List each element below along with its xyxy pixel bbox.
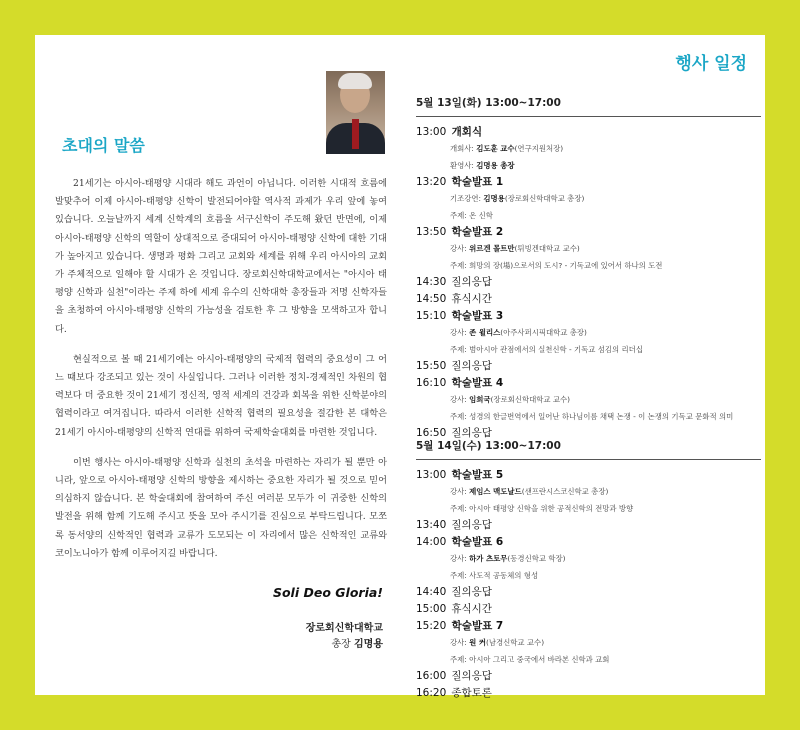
event-title: 학술발표 2 <box>448 226 504 238</box>
detail-name: 제임스 맥도날드 <box>469 487 522 496</box>
event-title: 학술발표 4 <box>448 377 504 389</box>
detail-name: 김명용 <box>483 194 505 203</box>
event-detail <box>450 210 493 221</box>
signature-position: 총장 <box>331 639 351 650</box>
event-time: 16:10 <box>416 377 447 389</box>
event-detail <box>450 570 538 581</box>
detail-text: (연구지원처장) <box>514 144 564 153</box>
event-title: 개회식 <box>448 126 483 138</box>
schedule-item <box>416 174 503 189</box>
schedule-item <box>416 584 492 599</box>
event-title: 질의응답 <box>448 586 492 598</box>
event-time: 15:00 <box>416 603 447 615</box>
event-time: 13:40 <box>416 519 447 531</box>
schedule-item <box>416 601 492 616</box>
detail-label: 강사: <box>450 487 470 496</box>
event-time: 15:20 <box>416 620 447 632</box>
event-time: 14:50 <box>416 293 447 305</box>
detail-name: 원 커 <box>469 638 486 647</box>
schedule-item <box>416 224 503 239</box>
detail-label: 주제: <box>450 503 470 513</box>
detail-label: 주제: <box>450 411 470 421</box>
detail-label: 강사: <box>450 244 470 253</box>
event-time: 14:40 <box>416 586 447 598</box>
event-title: 휴식시간 <box>448 603 492 615</box>
event-detail <box>450 486 608 497</box>
detail-text: 희망의 장(場)으로서의 도시? - 기독교에 있어서 하나의 도전 <box>469 260 663 270</box>
detail-text: 아시아 태평양 신학을 위한 공적신학의 전망과 방향 <box>469 503 634 513</box>
event-title: 학술발표 5 <box>448 469 504 481</box>
event-detail <box>450 243 580 254</box>
event-time: 15:50 <box>416 360 447 372</box>
detail-text: (장로회신학대학교 교수) <box>490 395 571 404</box>
president-photo <box>326 71 385 154</box>
event-time: 15:10 <box>416 310 447 322</box>
schedule-item <box>416 467 503 482</box>
schedule-item <box>416 291 492 306</box>
schedule-item <box>416 685 492 700</box>
event-detail <box>450 260 662 271</box>
event-detail <box>450 143 563 154</box>
day2-rule <box>416 459 761 460</box>
letter-paragraph-2: 현실적으로 볼 때 21세기에는 아시아-태평양의 국제적 협력의 중요성이 그 어느 때보다 강조되고 있는 것이 사실입니다. 그러나 이러한 정치-경제적인 차원의 협력보다 더 중요한 것이 21세기 정신적, 영적 세계의 건강과 회복을 위한 신학분야의 협력이라고 여겨집니다. 따라서 이러한 신학적 협력의 필요성을 절감한 본 대학은 21세기 아시아-태평양의 신학적 연대를 위하여 국제학술대회를 마련한 것입니다. <box>55 353 387 438</box>
event-title: 질의응답 <box>448 276 492 288</box>
day2-header: 5월 14일(수) 13:00~17:00 <box>416 440 561 452</box>
schedule-heading: 행사 일정 <box>675 54 747 74</box>
letter-paragraph-3: 이번 행사는 아시아-태평양 신학과 실천의 초석을 마련하는 자리가 될 뿐만 아니라, 앞으로 아시아-태평양 신학의 방향을 제시하는 중요한 자리가 될 것으로 믿어 의심하지 않습니다. 본 학술대회에 참여하여 주신 여러분 모두가 이 귀중한 신학의 발전을 위해 함께 기도해 주시고 뜻을 모아 주시기를 진심으로 부탁드립니다. 모쪼록 동서양의 신학적인 협력과 교류가 도모되는 이 자리에서 많은 신학적인 교류와 코이노니아가 함께 이루어지길 바랍니다. <box>55 456 387 559</box>
detail-text: 성경의 한글번역에서 일어난 하나님이름 채택 논쟁 - 이 논쟁의 기독교 문화적 의미 <box>469 411 734 421</box>
schedule-item <box>416 618 503 633</box>
detail-label: 개회사: <box>450 144 477 153</box>
letter-paragraph-1: 21세기는 아시아-태평양 시대라 해도 과언이 아닙니다. 이러한 시대적 흐름에 발맞추어 이제 아시아-태평양 신학이 발전되어야할 역사적 과제가 우리 앞에 놓여 있습니다. 오늘날까지 세계 신학계의 흐름을 서구신학이 주도해 왔던 반면에, 이제 아시아-태평양 신학의 역할이 상대적으로 증대되어 아시아-태평양 신학에 대한 기대가 높아지고 있습니다. 생명과 평화 그리고 교회와 세계를 위해 우리 아시아의 교회가 주체적으로 일해야 할 시대가 온 것입니다. 장로회신학대학교에서는 "아시아 태평양 신학과 실천"이라는 주제 하에 세계 유수의 신학대학 총장들과 저명 신학자들을 초청하여 아시아-태평양 신학의 가능성을 검토한 후 그 방향을 모색하고자 합니다. <box>55 178 387 335</box>
detail-text: 아시아 그리고 중국에서 바라본 신학과 교회 <box>469 654 610 664</box>
detail-text: (샌프란시스코신학교 총장) <box>521 487 609 496</box>
detail-name: 임희국 <box>469 395 491 404</box>
event-time: 13:00 <box>416 469 447 481</box>
detail-label: 주제: <box>450 344 470 354</box>
detail-label: 주제: <box>450 260 470 270</box>
schedule-item <box>416 668 492 683</box>
event-title: 질의응답 <box>448 427 492 439</box>
event-title: 휴식시간 <box>448 293 492 305</box>
event-title: 학술발표 1 <box>448 176 504 188</box>
signature-institution: 장로회신학대학교 <box>305 623 383 634</box>
detail-text: (동경신학교 학장) <box>507 554 566 563</box>
detail-label: 환영사: <box>450 160 477 170</box>
event-title: 질의응답 <box>448 360 492 372</box>
signature-president: 김명용 <box>354 639 383 650</box>
detail-label: 기조강연: <box>450 194 484 203</box>
event-title: 학술발표 7 <box>448 620 504 632</box>
invitation-letter <box>55 175 387 575</box>
event-detail <box>450 193 584 204</box>
event-detail <box>450 637 544 648</box>
detail-label: 강사: <box>450 328 470 337</box>
event-time: 14:30 <box>416 276 447 288</box>
event-detail <box>450 160 515 171</box>
event-time: 13:50 <box>416 226 447 238</box>
event-detail <box>450 553 566 564</box>
event-title: 학술발표 3 <box>448 310 504 322</box>
schedule-item <box>416 358 492 373</box>
event-detail <box>450 654 609 665</box>
event-detail <box>450 394 570 405</box>
schedule-item <box>416 308 503 323</box>
detail-label: 강사: <box>450 395 470 404</box>
brochure-page <box>35 35 765 699</box>
event-time: 14:00 <box>416 536 447 548</box>
event-title: 질의응답 <box>448 519 492 531</box>
detail-name: 위르겐 몰트만 <box>469 244 515 253</box>
event-detail <box>450 411 733 422</box>
event-title: 종합토론 <box>448 687 492 699</box>
schedule-item <box>416 517 492 532</box>
detail-name: 존 윌리스 <box>469 328 501 337</box>
event-detail <box>450 327 587 338</box>
detail-label: 강사: <box>450 638 470 647</box>
event-title: 학술발표 6 <box>448 536 504 548</box>
detail-text: (튀빙겐대학교 교수) <box>514 244 580 253</box>
detail-label: 주제: <box>450 654 470 664</box>
detail-name: 김도훈 교수 <box>476 144 515 153</box>
event-time: 16:20 <box>416 687 447 699</box>
detail-text: 사도적 공동체의 형성 <box>469 570 539 580</box>
detail-label: 강사: <box>450 554 470 563</box>
detail-name: 하가 츠토무 <box>469 554 508 563</box>
schedule-item <box>416 534 503 549</box>
detail-text: (아주사퍼시픽대학교 총장) <box>500 328 587 337</box>
day1-rule <box>416 116 761 117</box>
schedule-item <box>416 124 482 139</box>
detail-text: 범아시아 관점에서의 실천신학 - 기독교 섬김의 리더십 <box>469 344 643 354</box>
motto: Soli Deo Gloria! <box>272 585 383 600</box>
schedule-item <box>416 375 503 390</box>
event-time: 13:00 <box>416 126 447 138</box>
event-time: 13:20 <box>416 176 447 188</box>
event-time: 16:00 <box>416 670 447 682</box>
schedule-item <box>416 274 492 289</box>
event-detail <box>450 503 633 514</box>
invitation-title: 초대의 말씀 <box>62 136 145 155</box>
detail-label: 주제: <box>450 570 470 580</box>
detail-label: 주제: <box>450 210 470 220</box>
event-title: 질의응답 <box>448 670 492 682</box>
detail-text: (남경신학교 교수) <box>485 638 545 647</box>
event-detail <box>450 344 643 355</box>
detail-name: 김명용 총장 <box>476 160 515 170</box>
detail-text: 온 신학 <box>469 210 493 220</box>
signature-name <box>332 635 384 650</box>
day1-header: 5월 13일(화) 13:00~17:00 <box>416 97 561 109</box>
detail-text: (장로회신학대학교 총장) <box>504 194 585 203</box>
event-time: 16:50 <box>416 427 447 439</box>
